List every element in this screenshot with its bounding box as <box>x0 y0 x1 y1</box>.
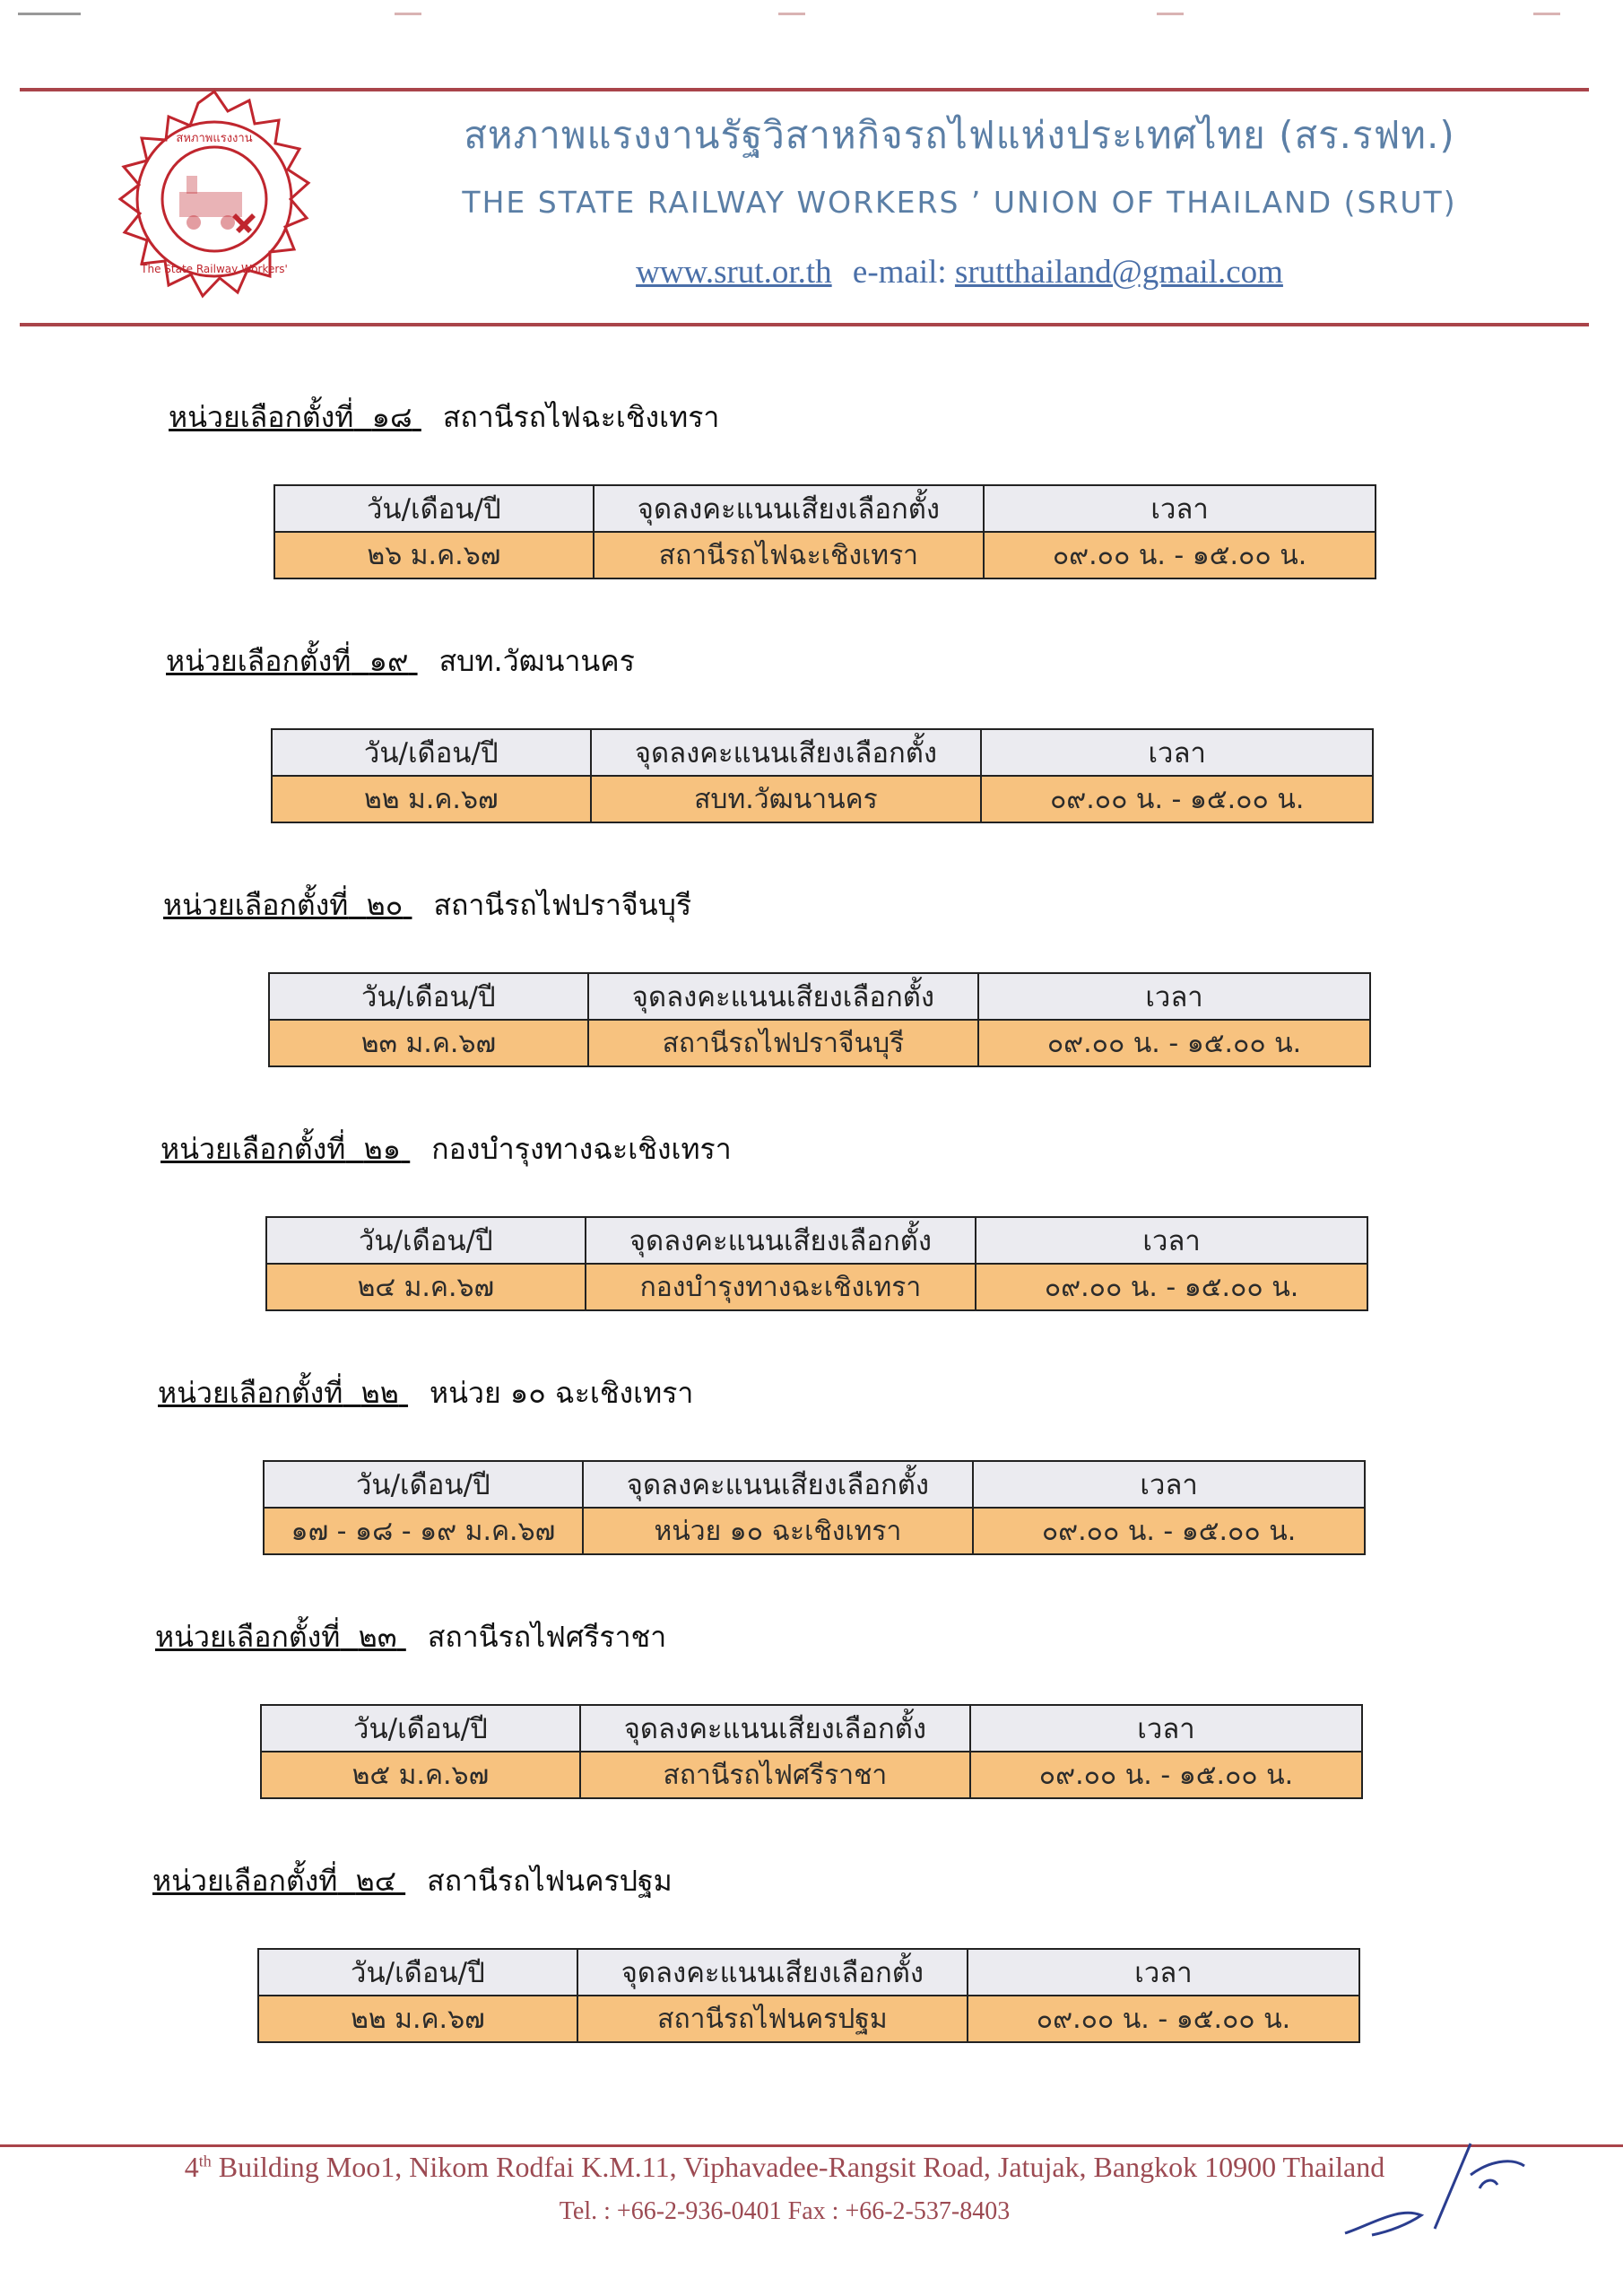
schedule-table <box>265 1216 1368 1311</box>
cell-location: สบท.วัฒนานคร <box>591 776 982 822</box>
table-header-row <box>269 973 1370 1020</box>
svg-text:สหภาพแรงงาน: สหภาพแรงงาน <box>176 132 253 145</box>
table-header-row <box>261 1705 1362 1752</box>
scan-mark <box>778 13 805 15</box>
cell-time: ๐๙.๐๐ น. - ๑๕.๐๐ น. <box>973 1508 1365 1554</box>
cell-time: ๐๙.๐๐ น. - ๑๕.๐๐ น. <box>976 1264 1367 1310</box>
unit-label: หน่วยเลือกตั้งที่ ๒๑ <box>161 1132 402 1166</box>
section-title <box>166 639 635 684</box>
header-location: จุดลงคะแนนเสียงเลือกตั้ง <box>583 1461 973 1508</box>
email-label: e-mail: <box>852 254 947 291</box>
table-row <box>274 532 1376 578</box>
unit-name: สถานีรถไฟศรีราชา <box>427 1620 667 1654</box>
table-header-row <box>274 485 1376 532</box>
table-row <box>272 776 1373 822</box>
cell-time: ๐๙.๐๐ น. - ๑๕.๐๐ น. <box>978 1020 1370 1066</box>
cell-time: ๐๙.๐๐ น. - ๑๕.๐๐ น. <box>968 1996 1359 2042</box>
cell-location: กองบำรุงทางฉะเชิงเทรา <box>586 1264 976 1310</box>
table-row <box>269 1020 1370 1066</box>
svg-text:The State Railway Workers': The State Railway Workers' <box>141 263 288 275</box>
cell-location: สถานีรถไฟฉะเชิงเทรา <box>594 532 984 578</box>
org-name-thai: สหภาพแรงงานรัฐวิสาหกิจรถไฟแห่งประเทศไทย (สร.รฟท.) <box>464 113 1455 157</box>
header-date: วัน/เดือน/ปี <box>272 729 591 776</box>
scan-mark <box>395 13 421 15</box>
header-location: จุดลงคะแนนเสียงเลือกตั้ง <box>588 973 978 1020</box>
table-header-row <box>264 1461 1365 1508</box>
schedule-table <box>273 484 1376 579</box>
email-link[interactable]: srutthailand@gmail.com <box>954 254 1283 291</box>
unit-name: สถานีรถไฟฉะเชิงเทรา <box>442 400 720 434</box>
signature <box>1336 2126 1533 2251</box>
section-title <box>155 1614 666 1660</box>
cell-location: หน่วย ๑๐ ฉะเชิงเทรา <box>583 1508 973 1554</box>
cell-date: ๒๕ ม.ค.๖๗ <box>261 1752 580 1798</box>
unit-name: สถานีรถไฟปราจีนบุรี <box>433 888 692 922</box>
footer-address: 4th Building Moo1, Nikom Rodfai K.M.11, Viphavadee-Rangsit Road, Jatujak, Bangkok 10900 Thailand <box>184 2151 1385 2183</box>
header-location: จุดลงคะแนนเสียงเลือกตั้ง <box>591 729 982 776</box>
scan-mark <box>1157 13 1184 15</box>
header-time: เวลา <box>968 1949 1359 1996</box>
header-bottom-rule <box>20 323 1589 326</box>
cell-date: ๒๒ ม.ค.๖๗ <box>258 1996 577 2042</box>
table-header-row <box>266 1217 1367 1264</box>
header-time: เวลา <box>978 973 1370 1020</box>
cell-location: สถานีรถไฟปราจีนบุรี <box>588 1020 978 1066</box>
header-time: เวลา <box>976 1217 1367 1264</box>
section-title <box>163 883 691 928</box>
section-title <box>169 395 719 440</box>
cell-date: ๒๒ ม.ค.๖๗ <box>272 776 591 822</box>
table-row <box>266 1264 1367 1310</box>
header-date: วัน/เดือน/ปี <box>266 1217 586 1264</box>
section-title <box>161 1126 732 1172</box>
header-date: วัน/เดือน/ปี <box>261 1705 580 1752</box>
table-row <box>258 1996 1359 2042</box>
header-location: จุดลงคะแนนเสียงเลือกตั้ง <box>577 1949 968 1996</box>
org-name-english: THE STATE RAILWAY WORKERS ’ UNION OF THAILAND (SRUT) <box>462 185 1457 220</box>
header-time: เวลา <box>981 729 1373 776</box>
cell-time: ๐๙.๐๐ น. - ๑๕.๐๐ น. <box>984 532 1376 578</box>
cell-date: ๒๖ ม.ค.๖๗ <box>274 532 594 578</box>
website-link[interactable]: www.srut.or.th <box>636 254 832 291</box>
header-location: จุดลงคะแนนเสียงเลือกตั้ง <box>586 1217 976 1264</box>
contact-line <box>341 253 1578 291</box>
unit-label: หน่วยเลือกตั้งที่ ๑๙ <box>166 644 409 678</box>
header-location: จุดลงคะแนนเสียงเลือกตั้ง <box>594 485 984 532</box>
header-date: วัน/เดือน/ปี <box>269 973 588 1020</box>
header-time: เวลา <box>970 1705 1362 1752</box>
unit-name: หน่วย ๑๐ ฉะเชิงเทรา <box>430 1376 694 1410</box>
header-date: วัน/เดือน/ปี <box>264 1461 583 1508</box>
schedule-table <box>257 1948 1360 2043</box>
cell-date: ๒๓ ม.ค.๖๗ <box>269 1020 588 1066</box>
unit-label: หน่วยเลือกตั้งที่ ๒๐ <box>163 888 404 922</box>
cell-time: ๐๙.๐๐ น. - ๑๕.๐๐ น. <box>981 776 1373 822</box>
unit-name: กองบำรุงทางฉะเชิงเทรา <box>431 1132 732 1166</box>
scan-mark <box>18 13 81 15</box>
table-row <box>264 1508 1365 1554</box>
schedule-table <box>260 1704 1363 1799</box>
schedule-table <box>271 728 1374 823</box>
schedule-table <box>268 972 1371 1067</box>
unit-label: หน่วยเลือกตั้งที่ ๑๘ <box>169 400 412 434</box>
footer-phone: Tel. : +66-2-936-0401 Fax : +66-2-537-8403 <box>559 2197 1011 2225</box>
header-time: เวลา <box>973 1461 1365 1508</box>
cell-date: ๒๔ ม.ค.๖๗ <box>266 1264 586 1310</box>
header-date: วัน/เดือน/ปี <box>258 1949 577 1996</box>
schedule-table <box>263 1460 1366 1555</box>
unit-label: หน่วยเลือกตั้งที่ ๒๒ <box>158 1376 399 1410</box>
unit-name: สถานีรถไฟนครปฐม <box>427 1864 673 1898</box>
cell-date: ๑๗ - ๑๘ - ๑๙ ม.ค.๖๗ <box>264 1508 583 1554</box>
unit-label: หน่วยเลือกตั้งที่ ๒๔ <box>152 1864 396 1898</box>
scan-mark <box>1533 13 1560 15</box>
section-title <box>158 1370 693 1416</box>
unit-name: สบท.วัฒนานคร <box>438 644 635 678</box>
cell-time: ๐๙.๐๐ น. - ๑๕.๐๐ น. <box>970 1752 1362 1798</box>
header-location: จุดลงคะแนนเสียงเลือกตั้ง <box>580 1705 970 1752</box>
table-row <box>261 1752 1362 1798</box>
header-time: เวลา <box>984 485 1376 532</box>
cell-location: สถานีรถไฟศรีราชา <box>580 1752 970 1798</box>
section-title <box>152 1858 673 1904</box>
table-header-row <box>272 729 1373 776</box>
cell-location: สถานีรถไฟนครปฐม <box>577 1996 968 2042</box>
union-logo <box>97 88 332 323</box>
unit-label: หน่วยเลือกตั้งที่ ๒๓ <box>155 1620 397 1654</box>
header-date: วัน/เดือน/ปี <box>274 485 594 532</box>
table-header-row <box>258 1949 1359 1996</box>
